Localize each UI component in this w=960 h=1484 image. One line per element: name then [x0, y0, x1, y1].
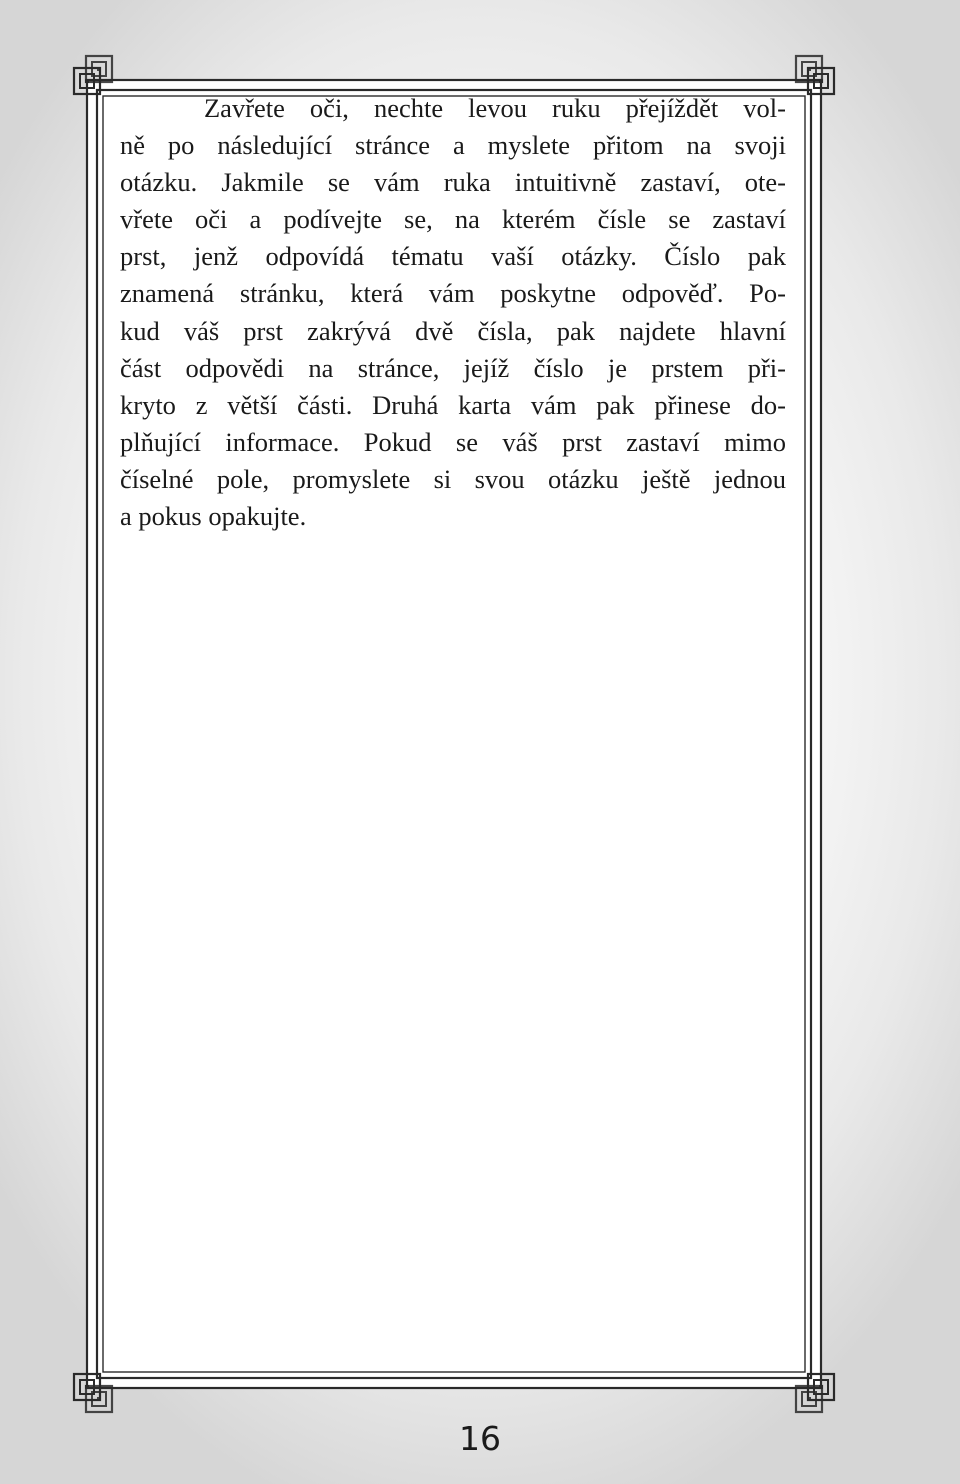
- body-text: [120, 90, 786, 535]
- body-line: číselné pole, promyslete si svou otázku ještě jednou: [120, 463, 786, 494]
- body-line: kud váš prst zakrývá dvě čísla, pak najdete hlavní: [120, 315, 786, 346]
- body-line: plňující informace. Pokud se váš prst zastaví mimo: [120, 426, 786, 457]
- body-line: otázku. Jakmile se vám ruka intuitivně zastaví, ote-: [120, 167, 786, 198]
- page-number: 16: [459, 1419, 501, 1458]
- body-line: část odpovědi na stránce, jejíž číslo je prstem při-: [120, 352, 786, 383]
- body-line: kryto z větší části. Druhá karta vám pak přinese do-: [120, 389, 786, 420]
- body-line: a pokus opakujte.: [120, 501, 307, 532]
- body-line: Zavřete oči, nechte levou ruku přejíždět vol-: [204, 93, 786, 123]
- body-line: ně po následující stránce a myslete přitom na svoji: [120, 130, 786, 161]
- body-line: vřete oči a podívejte se, na kterém čísle se zastaví: [120, 204, 786, 235]
- body-line: znamená stránku, která vám poskytne odpověď. Po-: [120, 278, 786, 309]
- body-line: prst, jenž odpovídá tématu vaší otázky. Číslo pak: [120, 241, 786, 272]
